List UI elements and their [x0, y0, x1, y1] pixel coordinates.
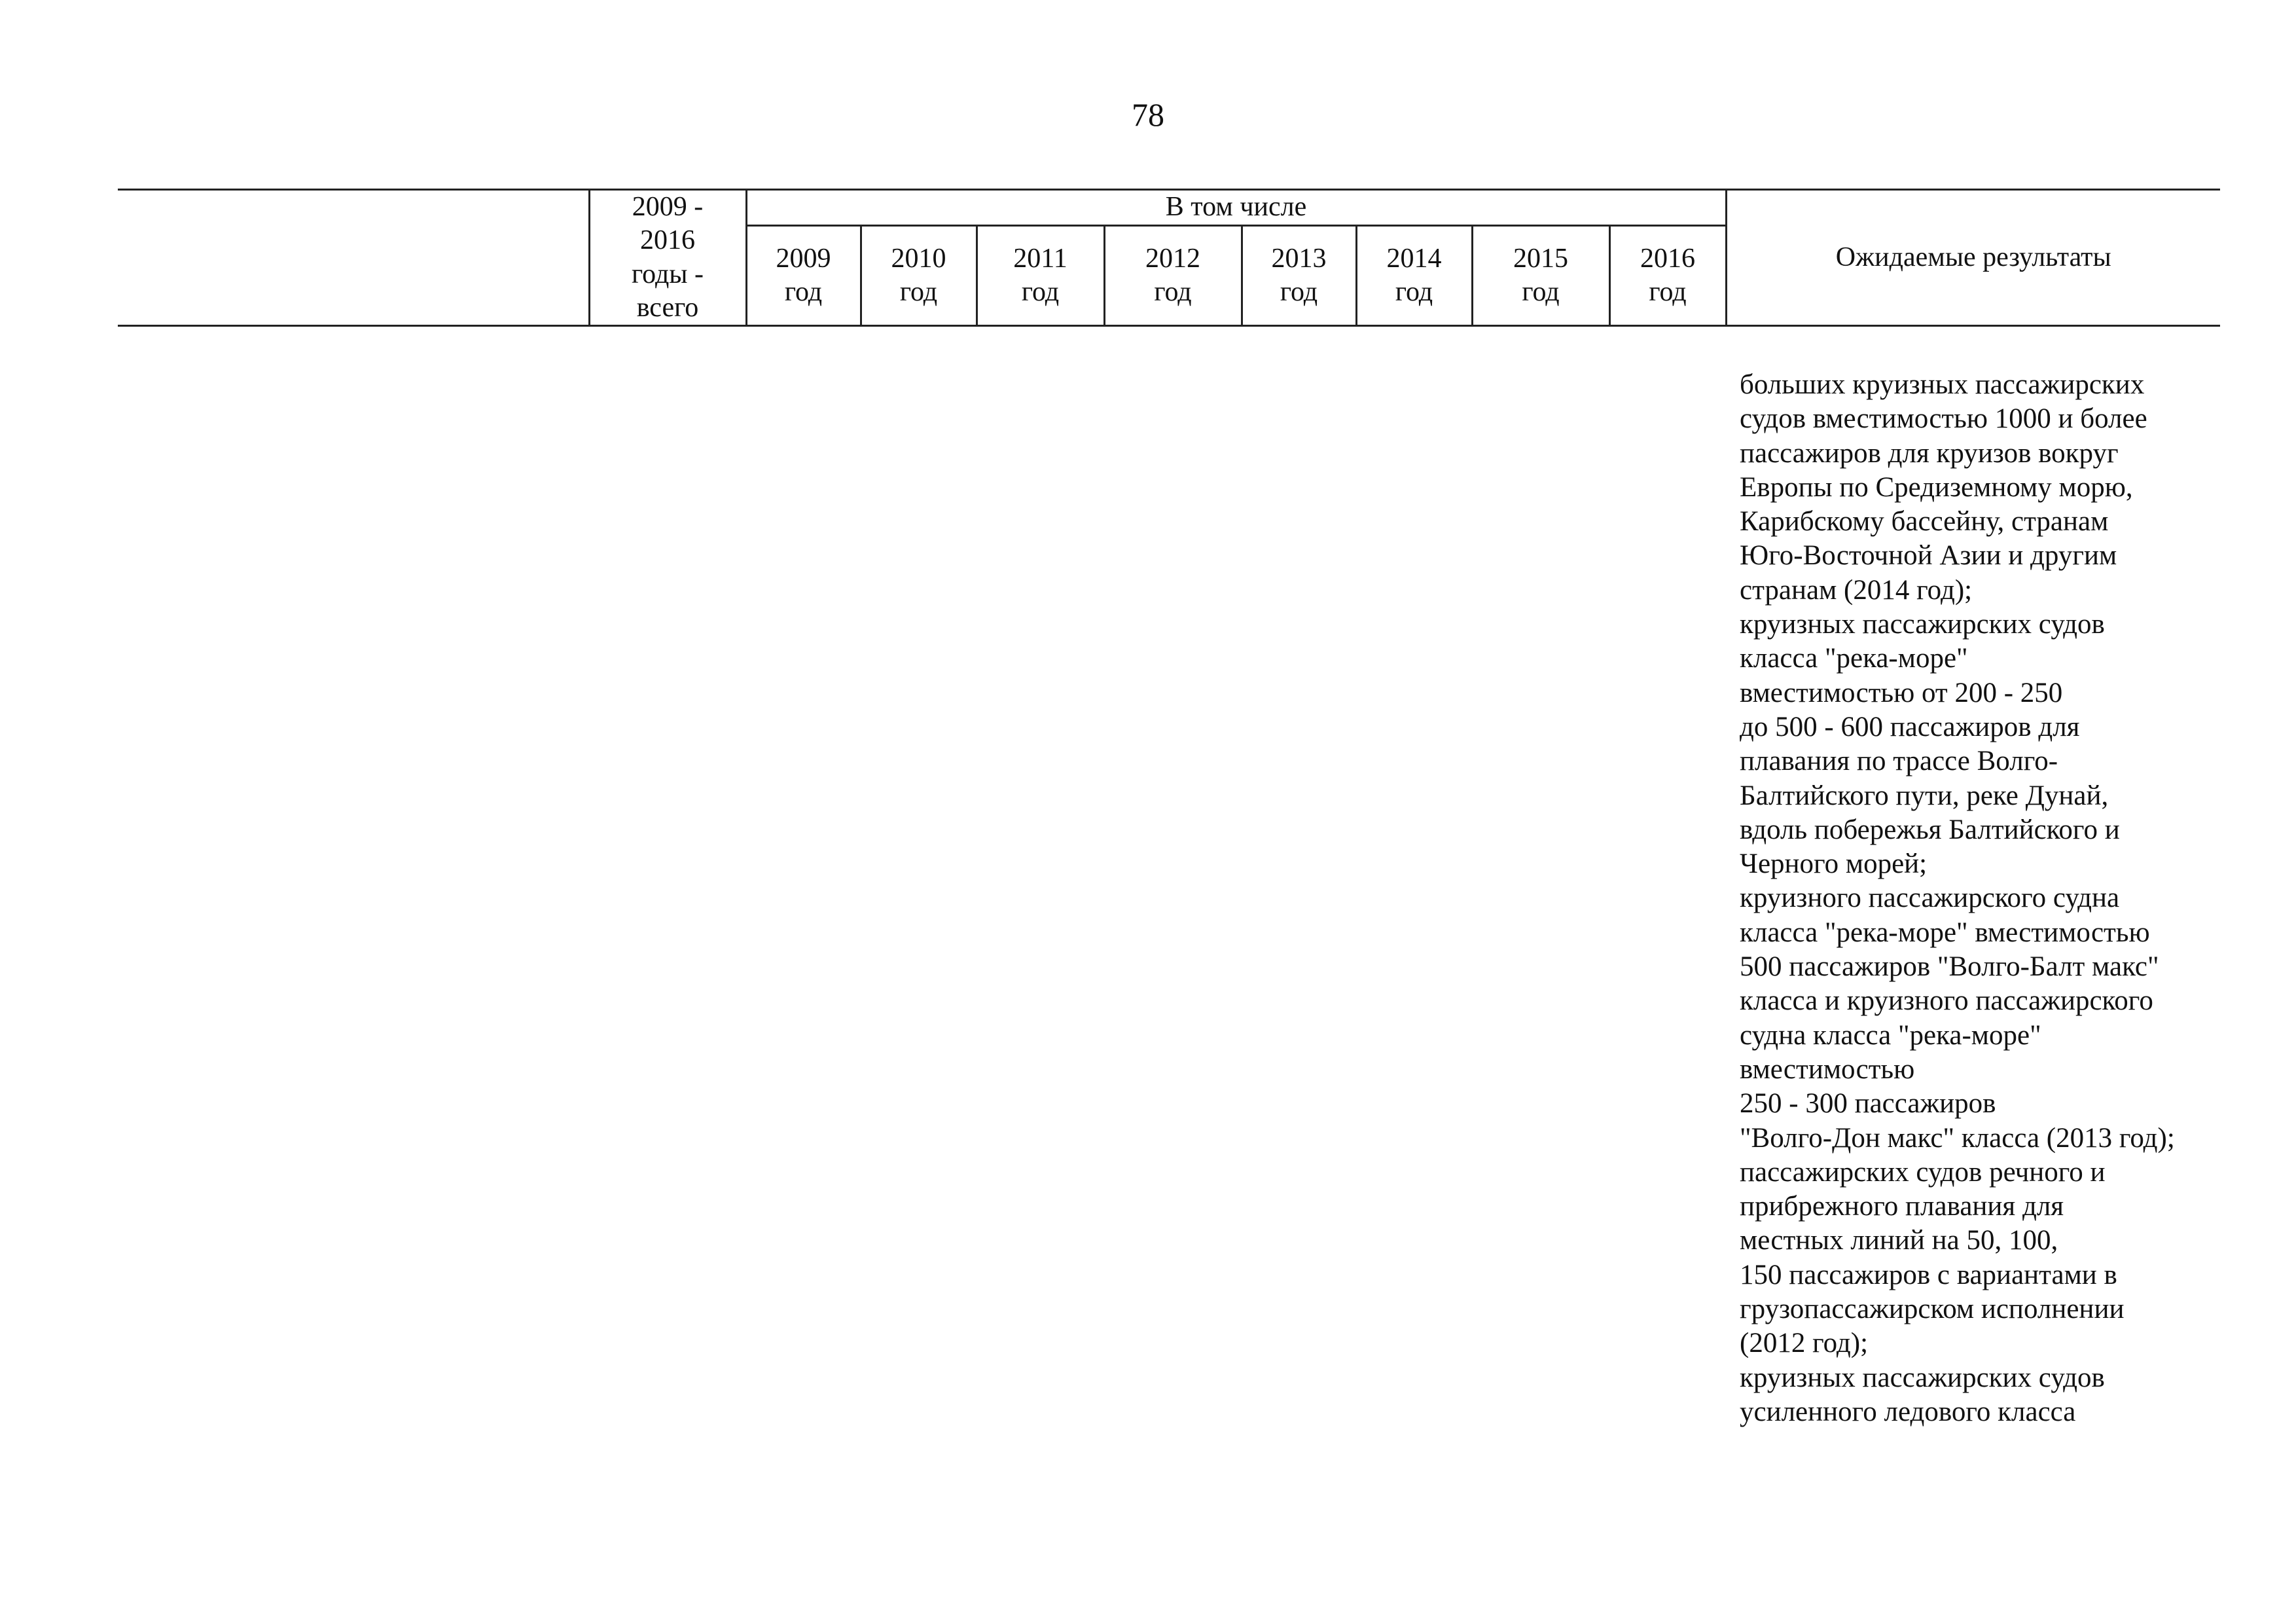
- results-line: класса и круизного пассажирского: [1740, 985, 2153, 1017]
- expected-results-text: [1740, 368, 2237, 1429]
- results-line: больших круизных пассажирских: [1740, 369, 2145, 400]
- results-line: до 500 - 600 пассажиров для: [1740, 711, 2080, 742]
- results-line: прибрежного плавания для: [1740, 1191, 2064, 1222]
- results-line: судов вместимостью 1000 и более: [1740, 403, 2147, 435]
- results-line: круизных пассажирских судов: [1740, 609, 2105, 640]
- results-line: пассажирских судов речного и: [1740, 1156, 2106, 1188]
- total-header-line: годы -: [631, 259, 704, 289]
- table-header: [118, 189, 2220, 327]
- total-header-line: 2016: [640, 225, 695, 256]
- year-header-cell: [861, 226, 977, 326]
- results-line: 250 - 300 пассажиров: [1740, 1088, 1996, 1120]
- year-header-cell: [1104, 226, 1242, 326]
- results-line: круизных пассажирских судов: [1740, 1362, 2105, 1393]
- year-label: 2016: [1640, 243, 1695, 274]
- year-unit: год: [1649, 277, 1687, 307]
- year-header-cell: [977, 226, 1104, 326]
- year-label: 2013: [1271, 243, 1327, 274]
- year-unit: год: [899, 277, 938, 307]
- year-label: 2015: [1513, 243, 1568, 274]
- results-line: вдоль побережья Балтийского и: [1740, 814, 2120, 845]
- year-header-cell: [1356, 226, 1472, 326]
- year-header-cell: [1472, 226, 1609, 326]
- blank-header-cell: [118, 190, 589, 326]
- results-line: класса "река-море" вместимостью: [1740, 917, 2150, 948]
- results-line: вместимостью от 200 - 250: [1740, 677, 2063, 708]
- year-header-cell: [746, 226, 861, 326]
- total-header-line: 2009 -: [632, 192, 704, 223]
- year-unit: год: [1522, 277, 1560, 307]
- results-line: странам (2014 год);: [1740, 574, 1973, 606]
- year-unit: год: [1154, 277, 1192, 307]
- year-unit: год: [1021, 277, 1060, 307]
- results-line: класса "река-море": [1740, 643, 1968, 674]
- results-line: Балтийского пути, реке Дунай,: [1740, 780, 2109, 811]
- results-line: Юго-Восточной Азии и другим: [1740, 540, 2117, 572]
- results-line: 150 пассажиров с вариантами в: [1740, 1259, 2117, 1290]
- total-header-line: всего: [636, 292, 699, 323]
- results-line: Черного морей;: [1740, 848, 1928, 880]
- results-line: вместимостью: [1740, 1053, 1915, 1085]
- page-number: 78: [1132, 96, 1164, 133]
- results-line: пассажиров для круизов вокруг: [1740, 437, 2119, 469]
- year-label: 2009: [776, 243, 831, 274]
- results-line: грузопассажирском исполнении: [1740, 1294, 2125, 1325]
- results-line: "Волго-Дон макс" класса (2013 год);: [1740, 1122, 2175, 1154]
- year-label: 2010: [891, 243, 946, 274]
- results-line: местных линий на 50, 100,: [1740, 1225, 2058, 1256]
- year-header-cell: [1609, 226, 1726, 326]
- results-line: плавания по трассе Волго-: [1740, 746, 2058, 777]
- results-line: судна класса "река-море": [1740, 1019, 2041, 1051]
- results-line: усиленного ледового класса: [1740, 1396, 2076, 1427]
- year-label: 2011: [1013, 243, 1067, 274]
- results-line: (2012 год);: [1740, 1328, 1869, 1359]
- year-unit: год: [1395, 277, 1433, 307]
- total-header-cell: [589, 190, 746, 326]
- year-unit: год: [784, 277, 823, 307]
- including-header-cell: В том числе: [746, 190, 1726, 226]
- year-label: 2014: [1386, 243, 1442, 274]
- results-line: круизного пассажирского судна: [1740, 883, 2120, 914]
- results-header-cell: Ожидаемые результаты: [1726, 190, 2220, 326]
- year-label: 2012: [1145, 243, 1200, 274]
- results-line: Карибскому бассейну, странам: [1740, 506, 2109, 538]
- results-line: Европы по Средиземному морю,: [1740, 471, 2133, 503]
- year-unit: год: [1280, 277, 1318, 307]
- year-header-cell: [1242, 226, 1356, 326]
- results-line: 500 пассажиров "Волго-Балт макс": [1740, 951, 2159, 983]
